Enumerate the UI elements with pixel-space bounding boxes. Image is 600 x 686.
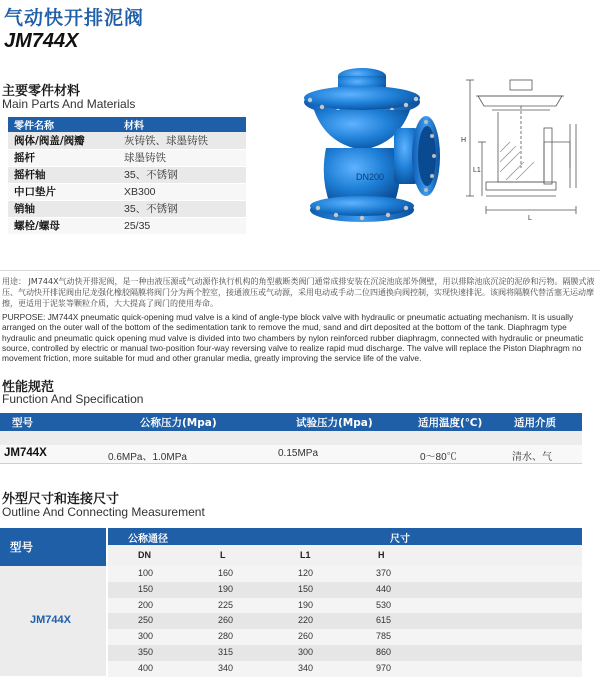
dim-l1: 120: [298, 568, 314, 578]
dim-l1: 190: [298, 599, 314, 610]
dim-sub-h: H: [378, 550, 385, 560]
dim-size-header: 尺寸: [390, 534, 410, 545]
table-row: [8, 183, 246, 200]
spec-title-en: Function And Specification: [2, 392, 144, 406]
dim-nominal-header: 公称通径: [128, 534, 168, 545]
dimensions-title-en: Outline And Connecting Measurement: [2, 505, 205, 519]
dim-l: 340: [218, 662, 234, 673]
dim-dn: 400: [138, 662, 154, 673]
section-divider: [0, 270, 600, 271]
part-material: 球墨铸铁: [118, 149, 246, 166]
part-name: 摇杆: [8, 149, 118, 166]
spec-col-medium: 适用介质: [514, 417, 556, 429]
dim-table-body: [108, 566, 582, 677]
purpose-text-cn: 用途： JM744X气动快开排泥阀，是一种由液压源或气动源作执行机构的角型截断类阀门通常成排安装在沉淀池底部外侧壁，用以排除池底沉淀的泥砂和污物。隔膜式液压、气动快开排泥阀由尼龙强化橡胶隔膜将阀门分为两个腔室，接通液压或气动源，采用电动或手动二位四通换向阀控制，实现快速排泥。该阀将隔膜代替活塞无运动摩擦，更适用于泥浆等颗粒介质，大大提高了阀门的使用寿命。: [2, 277, 595, 308]
table-row: [108, 661, 582, 677]
dim-l: 225: [218, 599, 234, 610]
spec-test-pressure: 0.15MPa: [278, 448, 319, 459]
drawing-label-l1: L1: [473, 167, 481, 174]
table-row: [8, 166, 246, 183]
dim-sub-l: L: [220, 550, 226, 560]
dim-h: 860: [376, 646, 392, 657]
spec-col-model: 型号: [12, 417, 33, 429]
spec-spacer-row: [0, 431, 582, 445]
part-material: 35、不锈钢: [118, 166, 246, 183]
materials-col-part: 零件名称: [8, 117, 118, 132]
table-row: [108, 598, 582, 614]
dim-dn: 100: [138, 568, 154, 578]
dim-l: 280: [218, 631, 234, 642]
dim-subheader-row: [108, 545, 582, 566]
dim-l1: 300: [298, 646, 314, 657]
spec-col-temperature: 适用温度(℃): [418, 417, 483, 429]
dim-l: 260: [218, 615, 234, 626]
materials-title-cn: 主要零件材料: [2, 84, 81, 99]
part-name: 阀体/阀盖/阀瓣: [8, 132, 118, 149]
table-row: [108, 582, 582, 598]
valve-product-image: [286, 58, 454, 240]
part-material: XB300: [118, 183, 246, 200]
table-row: [108, 629, 582, 645]
materials-header-row: [8, 117, 246, 132]
part-name: 螺栓/螺母: [8, 217, 118, 234]
dim-dn: 250: [138, 615, 154, 626]
dim-dn: 150: [138, 583, 154, 594]
dim-col-model: [0, 528, 106, 566]
part-name: 销轴: [8, 200, 118, 217]
table-row: [108, 645, 582, 661]
dimensions-title-cn: 外型尺寸和连接尺寸: [2, 492, 120, 507]
table-row: [8, 132, 246, 149]
dim-h: 615: [376, 615, 392, 626]
table-row: [8, 217, 246, 234]
dim-dn: 350: [138, 646, 154, 657]
dim-h: 440: [376, 583, 392, 594]
dim-model: JM744X: [30, 614, 71, 626]
table-row: [108, 613, 582, 629]
valve-body-text: DN200: [356, 172, 385, 182]
materials-title-en: Main Parts And Materials: [2, 97, 136, 111]
purpose-text-en: PURPOSE: JM744X pneumatic quick-opening mud valve is a kind of angle-type block valve with hydraulic or pneumatic actuating mechanism. It is usually arranged on the outer wall of the bottom of the sedimentation tank to remove the mud, sand and dirt deposited at the bottom of the tank. Diaphragm type hydraulic and pneumatic quick opening mud valve is divided into two chambers by nylon reinforced rubber diaphragm, connected with hydraulic or pneumatic source, controlled by electric or manual two-position four-way reversing valve to realize rapid mud discharge. The valve will replace the Piston Diaphragm no movement friction, more suitable for mud and other granular media, greatly improving the service life of the valve.: [2, 312, 584, 364]
dim-h: 530: [376, 599, 392, 610]
dim-l1: 260: [298, 631, 314, 642]
model-number: JM744X: [4, 30, 79, 52]
spec-col-test-pressure: 试验压力(Mpa): [296, 417, 373, 429]
drawing-label-l: L: [528, 215, 532, 222]
dim-sub-dn: DN: [138, 550, 151, 560]
table-row: [108, 566, 582, 582]
table-row: [0, 445, 582, 463]
spec-temperature: 0～80℃: [420, 452, 457, 463]
drawing-label-h: H: [461, 137, 467, 144]
spec-bottom-rule: [0, 463, 582, 464]
dim-h: 785: [376, 631, 392, 642]
dim-l: 160: [218, 568, 234, 578]
dim-header-row: [108, 528, 582, 545]
part-material: 35、不锈钢: [118, 200, 246, 217]
dim-l: 315: [218, 646, 234, 657]
spec-model: JM744X: [4, 447, 47, 459]
spec-medium: 清水、气: [512, 452, 552, 463]
dim-l1: 340: [298, 662, 314, 673]
materials-table: [8, 117, 246, 235]
dim-h: 970: [376, 662, 392, 673]
spec-col-nominal-pressure: 公称压力(Mpa): [140, 417, 217, 429]
dim-model-header: 型号: [10, 540, 33, 554]
dim-l1: 150: [298, 583, 314, 594]
page-title: 气动快开排泥阀: [4, 7, 145, 29]
materials-col-material: 材料: [118, 117, 246, 132]
dim-l1: 220: [298, 615, 314, 626]
dim-dn: 300: [138, 631, 154, 642]
part-material: 灰铸铁、球墨铸铁: [118, 132, 246, 149]
table-row: [8, 200, 246, 217]
table-row: [8, 149, 246, 166]
dim-l: 190: [218, 583, 234, 594]
part-material: 25/35: [118, 217, 246, 234]
dim-h: 370: [376, 568, 392, 578]
spec-nominal-pressure: 0.6MPa、1.0MPa: [108, 452, 187, 463]
dim-model-cell: [0, 566, 106, 676]
dim-sub-l1: L1: [300, 550, 311, 560]
spec-title-cn: 性能规范: [2, 380, 55, 395]
spec-header-row: [0, 413, 582, 431]
part-name: 中口垫片: [8, 183, 118, 200]
valve-technical-drawing: [458, 72, 596, 222]
dim-dn: 200: [138, 599, 154, 610]
part-name: 摇杆轴: [8, 166, 118, 183]
